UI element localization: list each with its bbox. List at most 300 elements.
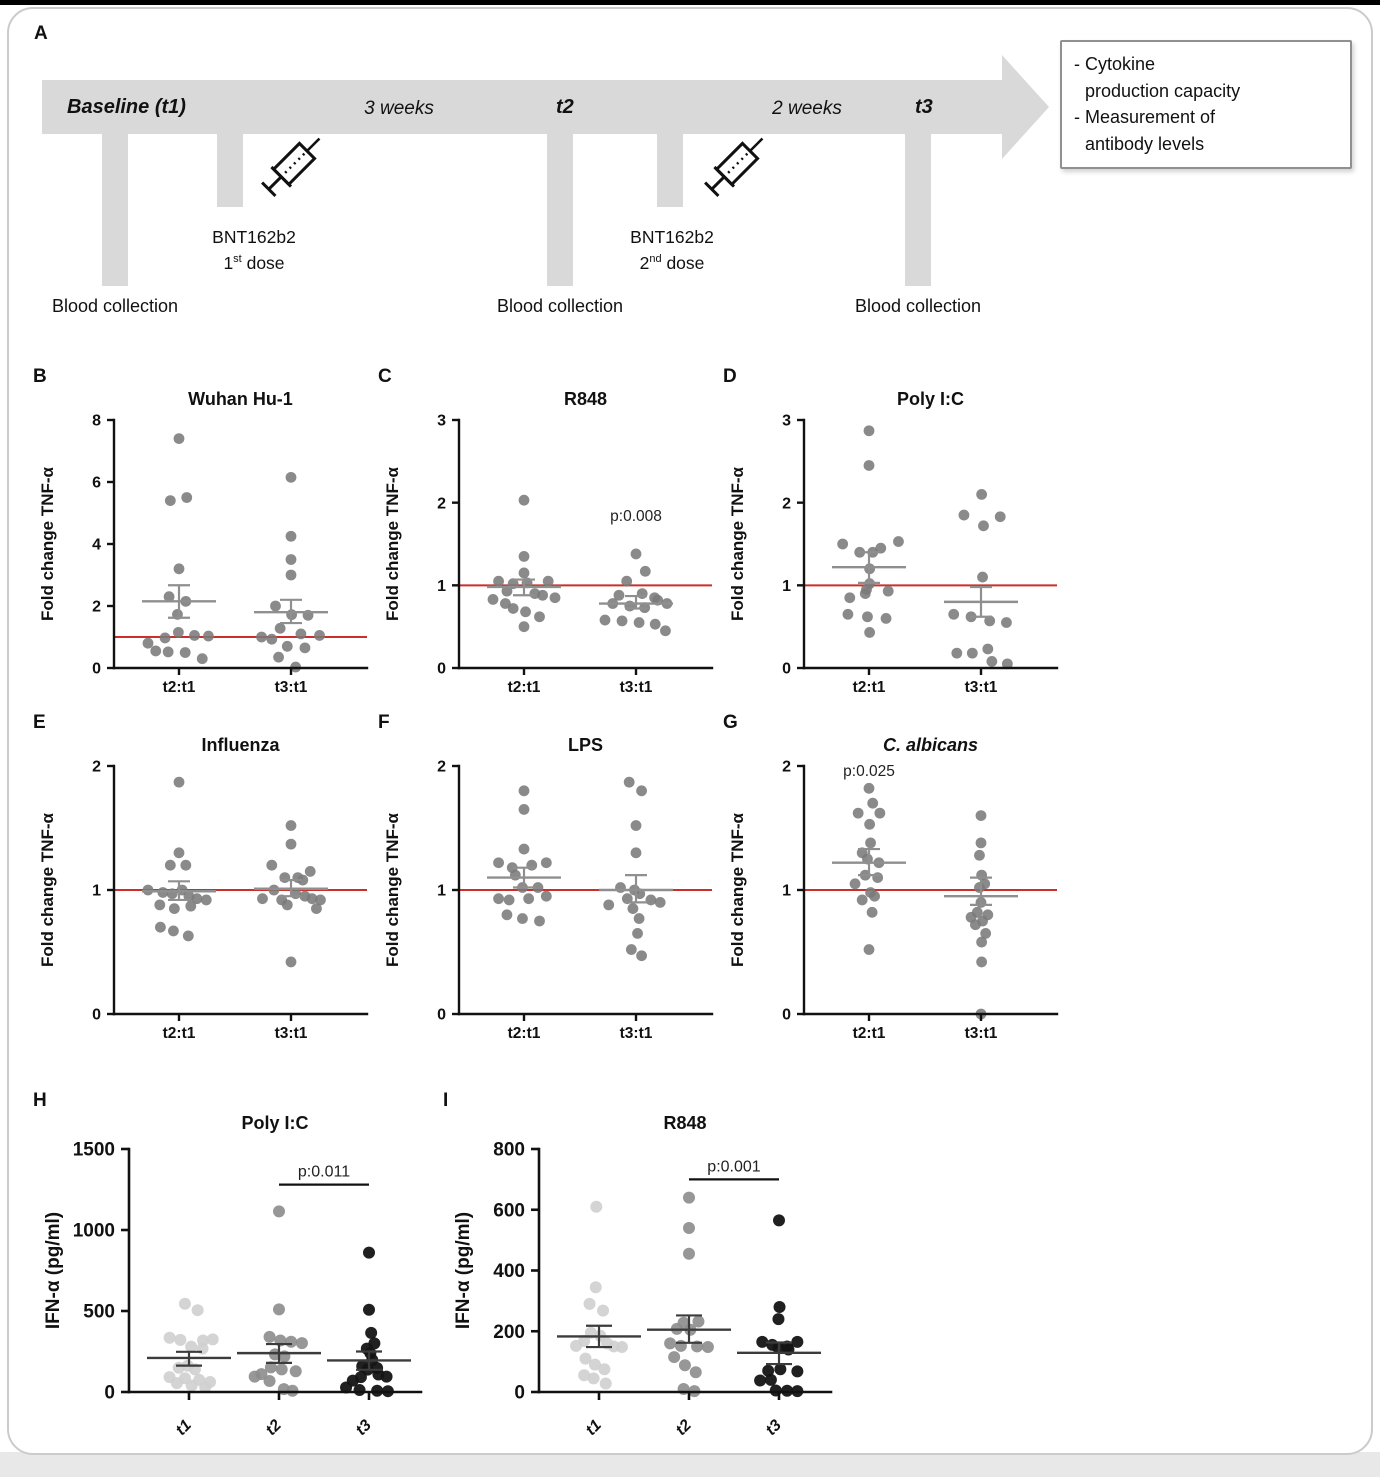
data-point bbox=[617, 615, 628, 626]
x-tick-label: t3:t1 bbox=[619, 1025, 653, 1042]
data-point bbox=[526, 860, 537, 871]
y-tick-label: 1 bbox=[437, 882, 446, 900]
data-point bbox=[519, 621, 530, 632]
data-point bbox=[286, 570, 297, 581]
panel-letter-a: A bbox=[34, 23, 48, 44]
data-point bbox=[624, 601, 635, 612]
y-tick-label: 0 bbox=[437, 660, 446, 678]
data-point bbox=[286, 820, 297, 831]
data-point bbox=[628, 903, 639, 914]
data-point bbox=[636, 950, 647, 961]
data-point bbox=[174, 777, 185, 788]
data-point bbox=[363, 1247, 375, 1259]
data-point bbox=[179, 1298, 191, 1310]
data-point bbox=[502, 909, 513, 920]
data-point bbox=[883, 586, 894, 597]
data-point bbox=[664, 1337, 676, 1349]
y-tick-label: 0 bbox=[437, 1006, 446, 1024]
data-point bbox=[862, 611, 873, 622]
panel-influenza bbox=[29, 710, 374, 1048]
panel-letter-f: F bbox=[378, 712, 390, 733]
y-tick-label: 1 bbox=[782, 882, 791, 900]
data-point bbox=[976, 957, 987, 968]
data-point bbox=[183, 930, 194, 941]
data-point bbox=[974, 882, 985, 893]
data-point bbox=[314, 630, 325, 641]
data-point bbox=[631, 820, 642, 831]
x-tick-label: t3:t1 bbox=[964, 1025, 998, 1042]
data-point bbox=[305, 866, 316, 877]
data-point bbox=[668, 1351, 680, 1363]
data-point bbox=[173, 1362, 185, 1374]
data-point bbox=[631, 549, 642, 560]
x-tick-label: t2:t1 bbox=[162, 1025, 196, 1042]
data-point bbox=[519, 785, 530, 796]
y-tick-label: 2 bbox=[437, 495, 446, 513]
data-point bbox=[773, 1214, 785, 1226]
data-point bbox=[843, 609, 854, 620]
data-point bbox=[286, 554, 297, 565]
syringe-icon bbox=[690, 123, 778, 211]
data-point bbox=[867, 907, 878, 918]
panel-title-wuhan: Wuhan Hu-1 bbox=[188, 389, 293, 409]
data-point bbox=[282, 641, 293, 652]
data-point bbox=[634, 913, 645, 924]
data-point bbox=[597, 1305, 609, 1317]
y-axis-title: Fold change TNF-α bbox=[383, 467, 402, 621]
data-point bbox=[150, 646, 161, 657]
data-point bbox=[967, 648, 978, 659]
data-point bbox=[867, 798, 878, 809]
data-point bbox=[679, 1359, 691, 1371]
dose1-line1: BNT162b2 bbox=[212, 227, 296, 247]
dose2-ordinal: nd bbox=[649, 253, 662, 266]
data-point bbox=[588, 1372, 600, 1384]
panel-letter-i: I bbox=[443, 1090, 449, 1111]
data-point bbox=[273, 652, 284, 663]
panel-letter-d: D bbox=[723, 366, 737, 387]
data-point bbox=[189, 630, 200, 641]
y-axis-title: Fold change TNF-α bbox=[383, 813, 402, 967]
panel-row-2 bbox=[9, 710, 1371, 1048]
r848-ifn-chart bbox=[439, 1134, 849, 1455]
dose1-number: 1 bbox=[223, 253, 234, 274]
data-point bbox=[791, 1365, 803, 1377]
y-tick-label: 200 bbox=[493, 1321, 525, 1343]
data-point bbox=[286, 957, 297, 968]
r848-tnf-chart bbox=[374, 410, 719, 702]
data-point bbox=[675, 1340, 687, 1352]
panel-title-calbicans: C. albicans bbox=[882, 735, 979, 755]
data-point bbox=[754, 1374, 766, 1386]
data-point bbox=[869, 891, 880, 902]
data-point bbox=[774, 1301, 786, 1313]
data-point bbox=[655, 897, 666, 908]
data-point bbox=[270, 601, 281, 612]
y-tick-label: 3 bbox=[782, 412, 791, 430]
polyic-ifn-chart bbox=[29, 1134, 439, 1455]
data-point bbox=[160, 633, 171, 644]
data-point bbox=[174, 1334, 186, 1346]
panel-wuhan-hu1 bbox=[29, 364, 374, 702]
panel-letter-g: G bbox=[723, 712, 738, 733]
data-point bbox=[493, 857, 504, 868]
data-point bbox=[632, 928, 643, 939]
panel-letter-c: C bbox=[378, 366, 392, 387]
p-value-label: p:0.025 bbox=[843, 762, 895, 780]
x-tick-label: t3 bbox=[762, 1416, 785, 1439]
data-point bbox=[173, 627, 184, 638]
data-point bbox=[180, 647, 191, 658]
data-point bbox=[523, 893, 534, 904]
data-point bbox=[603, 899, 614, 910]
y-tick-label: 8 bbox=[92, 412, 101, 430]
data-point bbox=[590, 1201, 602, 1213]
data-point bbox=[683, 1222, 695, 1234]
x-tick-label: t2 bbox=[262, 1416, 285, 1439]
data-point bbox=[164, 1332, 176, 1344]
data-point bbox=[864, 627, 875, 638]
data-point bbox=[624, 777, 635, 788]
data-point bbox=[296, 1337, 308, 1349]
data-point bbox=[311, 903, 322, 914]
data-point bbox=[257, 893, 268, 904]
data-point bbox=[637, 588, 648, 599]
panel-title-polyic-tnf: Poly I:C bbox=[896, 389, 964, 409]
panel-title-influenza: Influenza bbox=[201, 735, 280, 755]
p-value-label: p:0.011 bbox=[297, 1163, 351, 1181]
blood-collection-label-t2: Blood collection bbox=[496, 296, 624, 316]
data-point bbox=[266, 860, 277, 871]
y-tick-label: 600 bbox=[493, 1200, 525, 1222]
panel-row-3 bbox=[9, 1088, 1371, 1455]
data-point bbox=[872, 872, 883, 883]
data-point bbox=[157, 887, 168, 898]
data-point bbox=[765, 1374, 777, 1386]
data-point bbox=[543, 576, 554, 587]
data-point bbox=[948, 609, 959, 620]
x-tick-label: t3 bbox=[352, 1416, 375, 1439]
panel-letter-b: B bbox=[33, 366, 47, 387]
data-point bbox=[541, 857, 552, 868]
data-point bbox=[286, 531, 297, 542]
x-tick-label: t2 bbox=[672, 1416, 695, 1439]
data-point bbox=[203, 631, 214, 642]
x-tick-label: t3:t1 bbox=[619, 679, 653, 696]
data-point bbox=[167, 888, 178, 899]
data-point bbox=[570, 1340, 582, 1352]
data-point bbox=[143, 638, 154, 649]
data-point bbox=[365, 1327, 377, 1339]
data-point bbox=[865, 837, 876, 848]
panel-lps bbox=[374, 710, 719, 1048]
data-point bbox=[977, 572, 988, 583]
timeline-t2-label: t2 bbox=[556, 96, 574, 118]
data-point bbox=[683, 1192, 695, 1204]
data-point bbox=[598, 1363, 610, 1375]
panel-row-1 bbox=[9, 364, 1371, 702]
data-point bbox=[986, 656, 997, 667]
data-point bbox=[1001, 617, 1012, 628]
panel-calbicans bbox=[719, 710, 1064, 1048]
data-point bbox=[600, 1377, 612, 1389]
y-tick-label: 1000 bbox=[72, 1220, 115, 1242]
y-tick-label: 2 bbox=[437, 758, 446, 776]
data-point bbox=[488, 594, 499, 605]
data-point bbox=[197, 653, 208, 664]
data-point bbox=[519, 551, 530, 562]
data-point bbox=[864, 425, 875, 436]
data-point bbox=[269, 885, 280, 896]
data-point bbox=[837, 539, 848, 550]
data-point bbox=[165, 495, 176, 506]
dose1-ordinal: st bbox=[233, 253, 242, 266]
data-point bbox=[634, 617, 645, 628]
dose1-bar bbox=[217, 133, 243, 207]
data-point bbox=[296, 629, 307, 640]
panel-r848-tnf bbox=[374, 364, 719, 702]
data-point bbox=[550, 592, 561, 603]
outcome-line-1: - Cytokine bbox=[1074, 54, 1156, 74]
timeline-t3-label: t3 bbox=[915, 96, 933, 118]
data-point bbox=[186, 1380, 198, 1392]
blood-collection-label-t3: Blood collection bbox=[854, 296, 982, 316]
data-point bbox=[493, 893, 504, 904]
y-axis-title: IFN-α (pg/ml) bbox=[453, 1211, 474, 1330]
data-point bbox=[517, 913, 528, 924]
data-point bbox=[279, 872, 290, 883]
panel-title-lps: LPS bbox=[567, 735, 603, 755]
data-point bbox=[381, 1371, 393, 1383]
dose2-bar bbox=[657, 133, 683, 207]
timeline-arrowhead bbox=[1002, 55, 1049, 159]
data-point bbox=[192, 1304, 204, 1316]
y-tick-label: 800 bbox=[493, 1139, 525, 1161]
y-tick-label: 4 bbox=[92, 536, 101, 554]
data-point bbox=[519, 568, 530, 579]
data-point bbox=[982, 644, 993, 655]
data-point bbox=[185, 901, 196, 912]
data-point bbox=[273, 1303, 285, 1315]
data-point bbox=[600, 615, 611, 626]
blood-collection-label-t1: Blood collection bbox=[51, 296, 179, 316]
data-point bbox=[519, 804, 530, 815]
data-point bbox=[154, 899, 165, 910]
data-point bbox=[264, 1331, 276, 1343]
y-tick-label: 3 bbox=[437, 412, 446, 430]
y-tick-label: 1 bbox=[92, 882, 101, 900]
data-point bbox=[850, 878, 861, 889]
data-point bbox=[951, 648, 962, 659]
x-tick-label: t3:t1 bbox=[964, 679, 998, 696]
data-point bbox=[276, 1363, 288, 1375]
figure-card bbox=[7, 7, 1373, 1455]
data-point bbox=[354, 1384, 366, 1396]
data-point bbox=[874, 808, 885, 819]
x-tick-label: t1 bbox=[582, 1416, 605, 1439]
data-point bbox=[275, 623, 286, 634]
data-point bbox=[363, 1304, 375, 1316]
data-point bbox=[995, 511, 1006, 522]
data-point bbox=[772, 1313, 784, 1325]
data-point bbox=[683, 1248, 695, 1260]
x-tick-label: t1 bbox=[172, 1416, 195, 1439]
blood-collection-bar-t3 bbox=[905, 133, 931, 286]
y-tick-label: 1500 bbox=[72, 1139, 115, 1161]
data-point bbox=[690, 1366, 702, 1378]
data-point bbox=[844, 592, 855, 603]
data-point bbox=[534, 916, 545, 927]
data-point bbox=[541, 891, 552, 902]
data-point bbox=[163, 646, 174, 657]
data-point bbox=[266, 634, 277, 645]
x-tick-label: t2:t1 bbox=[852, 1025, 886, 1042]
calbicans-chart bbox=[719, 756, 1064, 1048]
panel-title-r848-tnf: R848 bbox=[563, 389, 608, 409]
data-point bbox=[976, 489, 987, 500]
data-point bbox=[702, 1341, 714, 1353]
y-tick-label: 0 bbox=[782, 1006, 791, 1024]
data-point bbox=[978, 520, 989, 531]
data-point bbox=[256, 632, 267, 643]
data-point bbox=[300, 642, 311, 653]
data-point bbox=[519, 844, 530, 855]
x-tick-label: t3:t1 bbox=[274, 679, 308, 696]
data-point bbox=[207, 1333, 219, 1345]
data-point bbox=[864, 783, 875, 794]
y-tick-label: 500 bbox=[83, 1301, 115, 1323]
data-point bbox=[621, 576, 632, 587]
blood-collection-bar-t2 bbox=[547, 133, 573, 286]
outcome-line-2: production capacity bbox=[1085, 80, 1241, 101]
syringe-icon bbox=[247, 123, 335, 211]
data-point bbox=[976, 937, 987, 948]
y-axis-title: IFN-α (pg/ml) bbox=[43, 1211, 64, 1330]
data-point bbox=[631, 847, 642, 858]
data-point bbox=[974, 850, 985, 861]
data-point bbox=[970, 919, 981, 930]
y-tick-label: 6 bbox=[92, 474, 101, 492]
outcome-line-3: - Measurement of bbox=[1074, 107, 1216, 128]
y-tick-label: 0 bbox=[92, 660, 101, 678]
y-tick-label: 2 bbox=[782, 758, 791, 776]
y-tick-label: 1 bbox=[782, 577, 791, 595]
panel-polyic-ifn bbox=[29, 1088, 439, 1455]
data-point bbox=[853, 808, 864, 819]
y-tick-label: 1 bbox=[437, 577, 446, 595]
data-point bbox=[537, 590, 548, 601]
data-point bbox=[881, 613, 892, 624]
y-tick-label: 0 bbox=[514, 1382, 525, 1404]
y-tick-label: 2 bbox=[782, 495, 791, 513]
data-point bbox=[636, 785, 647, 796]
y-tick-label: 0 bbox=[104, 1382, 115, 1404]
data-point bbox=[864, 819, 875, 830]
data-point bbox=[857, 895, 868, 906]
data-point bbox=[640, 566, 651, 577]
data-point bbox=[174, 563, 185, 574]
data-point bbox=[645, 895, 656, 906]
data-point bbox=[143, 885, 154, 896]
dose2-line1: BNT162b2 bbox=[630, 227, 714, 247]
y-tick-label: 400 bbox=[493, 1261, 525, 1283]
dose1-label bbox=[159, 224, 349, 277]
outcome-line-4: antibody levels bbox=[1085, 133, 1205, 154]
data-point bbox=[504, 895, 515, 906]
data-point bbox=[660, 625, 671, 636]
data-point bbox=[864, 460, 875, 471]
data-point bbox=[174, 433, 185, 444]
data-point bbox=[493, 576, 504, 587]
data-point bbox=[615, 882, 626, 893]
influenza-chart bbox=[29, 756, 374, 1048]
data-point bbox=[282, 899, 293, 910]
x-tick-label: t2:t1 bbox=[852, 679, 886, 696]
data-point bbox=[264, 1375, 276, 1387]
data-point bbox=[893, 536, 904, 547]
y-tick-label: 0 bbox=[92, 1006, 101, 1024]
x-tick-label: t2:t1 bbox=[162, 679, 196, 696]
panel-title-r848-ifn: R848 bbox=[663, 1113, 707, 1133]
y-tick-label: 2 bbox=[92, 598, 101, 616]
data-point bbox=[180, 860, 191, 871]
data-point bbox=[520, 606, 531, 617]
timeline-interval2-label: 2 weeks bbox=[772, 98, 842, 119]
data-point bbox=[976, 837, 987, 848]
data-point bbox=[273, 1205, 285, 1217]
data-point bbox=[290, 1365, 302, 1377]
data-point bbox=[286, 839, 297, 850]
y-axis-title: Fold change TNF-α bbox=[38, 813, 57, 967]
y-axis-title: Fold change TNF-α bbox=[728, 813, 747, 967]
data-point bbox=[959, 510, 970, 521]
x-tick-label: t3:t1 bbox=[274, 1025, 308, 1042]
data-point bbox=[249, 1371, 261, 1383]
data-point bbox=[171, 1377, 183, 1389]
x-tick-label: t2:t1 bbox=[507, 679, 541, 696]
y-axis-title: Fold change TNF-α bbox=[38, 467, 57, 621]
y-tick-label: 0 bbox=[782, 660, 791, 678]
panel-letter-h: H bbox=[33, 1090, 47, 1111]
data-point bbox=[174, 847, 185, 858]
dose2-number: 2 bbox=[639, 253, 650, 274]
data-point bbox=[201, 895, 212, 906]
panel-r848-ifn bbox=[439, 1088, 849, 1455]
panel-timeline bbox=[9, 9, 1371, 364]
dose2-rest: dose bbox=[661, 253, 705, 274]
panel-title-polyic-ifn: Poly I:C bbox=[241, 1113, 309, 1133]
data-point bbox=[508, 603, 519, 614]
panel-letter-e: E bbox=[33, 712, 46, 733]
data-point bbox=[155, 922, 166, 933]
blood-collection-bar-t1 bbox=[102, 133, 128, 286]
data-point bbox=[181, 492, 192, 503]
lps-chart bbox=[374, 756, 719, 1048]
data-point bbox=[590, 1281, 602, 1293]
data-point bbox=[510, 870, 521, 881]
y-tick-label: 2 bbox=[92, 758, 101, 776]
data-point bbox=[584, 1298, 596, 1310]
screen-top-edge bbox=[0, 0, 1380, 5]
data-point bbox=[534, 611, 545, 622]
data-point bbox=[168, 926, 179, 937]
data-point bbox=[976, 810, 987, 821]
dose1-rest: dose bbox=[241, 253, 285, 274]
p-value-label: p:0.008 bbox=[610, 507, 662, 525]
data-point bbox=[616, 1341, 628, 1353]
page-bottom-strip bbox=[0, 1452, 1380, 1477]
data-point bbox=[519, 495, 530, 506]
